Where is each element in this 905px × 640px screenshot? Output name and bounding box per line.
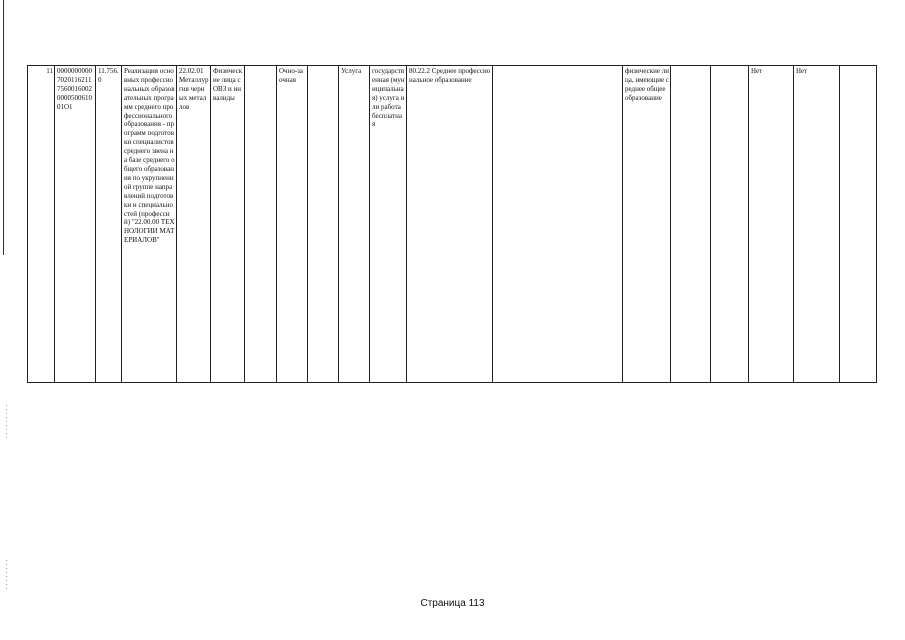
cell-code: 11.756.0 bbox=[95, 66, 121, 382]
cell-type: Услуга bbox=[338, 66, 369, 382]
cell-empty-1 bbox=[244, 66, 276, 382]
cell-empty-3 bbox=[492, 66, 622, 382]
cell-service-name: Реализация основных профессиональных образовательных программ среднего профессионального образования - программ подготовки специалистов среднего звена на базе среднего общего образования по укрупненной группе направлений подготовки и специальностей (профессий) "22.00.00 ТЕХНОЛОГИИ МАТЕРИАЛОВ" bbox=[121, 66, 176, 382]
cell-specialty: 22.02.01 Металлургия черных металлов bbox=[176, 66, 210, 382]
cell-consumers: физические лица, имеющие среднее общее образование bbox=[622, 66, 670, 382]
cell-kind: государственная (муниципальная) услуга или работа бесплатная bbox=[369, 66, 406, 382]
page-number: Страница 113 bbox=[420, 598, 485, 609]
registry-table bbox=[27, 65, 877, 383]
cell-row-number: 11 bbox=[46, 67, 53, 75]
margin-dots bbox=[6, 560, 7, 590]
cell-flag-2: Нет bbox=[793, 66, 839, 382]
cell-empty-6 bbox=[839, 66, 876, 382]
cell-empty-2 bbox=[307, 66, 338, 382]
cell-flag-1: Нет bbox=[748, 66, 793, 382]
binding-margin-line bbox=[3, 0, 4, 255]
cell-form: Очно-заочная bbox=[276, 66, 307, 382]
cell-category: Физические лица с ОВЗ и инвалиды bbox=[210, 66, 244, 382]
cell-empty-5 bbox=[710, 66, 748, 382]
cell-empty-4 bbox=[670, 66, 710, 382]
margin-dots bbox=[6, 405, 7, 440]
cell-registry-code: 000000000070201162117560016002000050061001O1 bbox=[54, 66, 95, 382]
cell-okved: 80.22.2 Среднее профессиональное образование bbox=[406, 66, 492, 382]
